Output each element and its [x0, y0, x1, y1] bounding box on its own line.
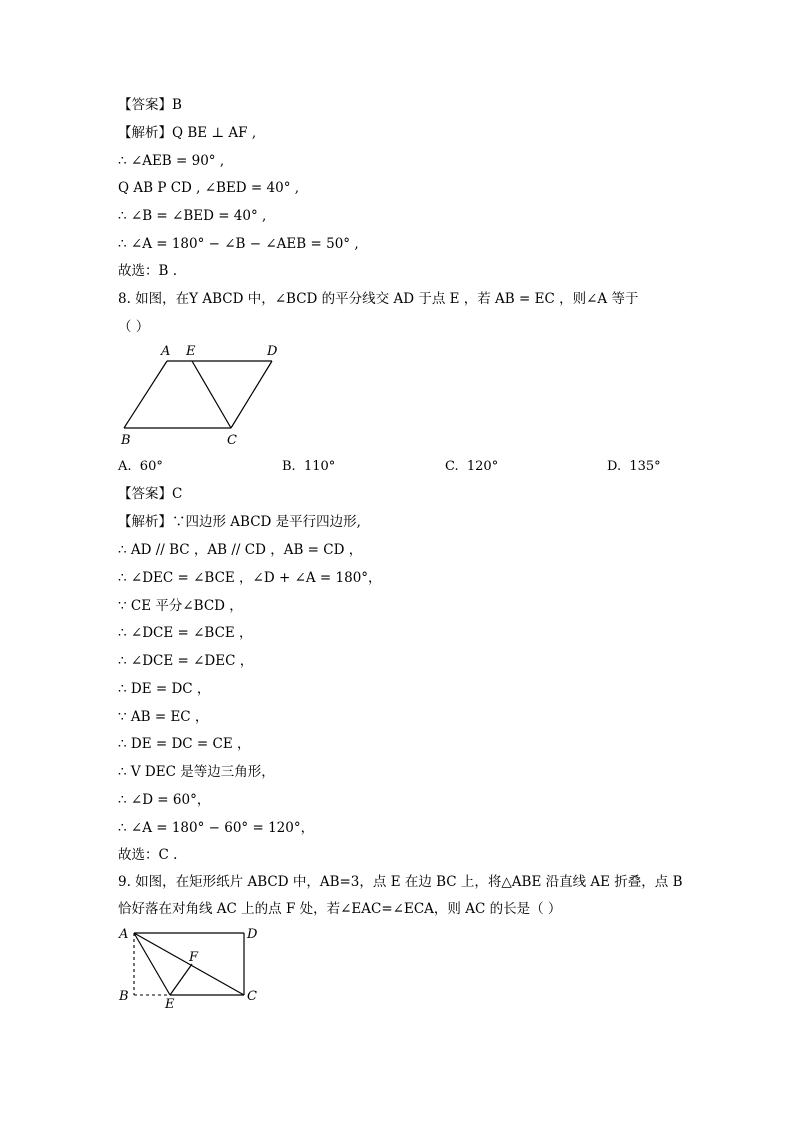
q8-option-c	[445, 458, 498, 476]
q8-stem-line-1: 8. 如图，在Y ABCD 中，∠BCD 的平分线交 AD 于点 E ，若 AB = EC ，则∠A 等于	[118, 291, 639, 307]
q8-option-a-letter: A.	[118, 459, 132, 474]
q8-option-a-text: 60°	[139, 459, 163, 474]
q7-answer: 【答案】B	[118, 97, 182, 113]
q7-solution-line-2: ∴ ∠AEB = 90° ,	[118, 153, 225, 169]
q8-solution-line-12: ∴ ∠A = 180° − 60° = 120°，	[118, 820, 315, 836]
q8-option-b-letter: B.	[282, 459, 296, 474]
q8-solution-line-1: 【解析】∵四边形 ABCD 是平行四边形,	[118, 514, 361, 530]
q9-segment-ef	[170, 964, 192, 995]
q9-stem-line-2: 恰好落在对角线 AC 上的点 F 处，若∠EAC=∠ECA，则 AC 的长是（ ）	[118, 901, 562, 917]
q9-label-f: F	[189, 950, 199, 965]
q8-solution-line-4: ∵ CE 平分∠BCD ，	[118, 598, 243, 614]
q8-option-d	[607, 458, 661, 476]
q9-stem-line-1: 9. 如图，在矩形纸片 ABCD 中，AB=3，点 E 在边 BC 上，将△ABE 沿直线 AE 折叠，点 B	[118, 874, 683, 890]
q8-option-d-text: 135°	[629, 459, 661, 474]
q8-solution-line-7: ∴ DE = DC ，	[118, 681, 211, 697]
q8-solution-line-2: ∴ AD // BC ，AB // CD ，AB = CD ，	[118, 542, 363, 558]
q8-solution-line-3: ∴ ∠DEC = ∠BCE ，∠D + ∠A = 180°，	[118, 570, 382, 586]
q8-option-c-text: 120°	[466, 459, 499, 474]
q8-conclusion: 故选：C .	[118, 847, 178, 863]
q8-label-c: C	[227, 433, 237, 448]
q8-label-d: D	[267, 344, 278, 359]
q8-solution-line-11: ∴ ∠D = 60°，	[118, 792, 211, 808]
q8-stem-line-2: （ ）	[118, 319, 150, 335]
q8-solution-line-5: ∴ ∠DCE = ∠BCE ，	[118, 625, 253, 641]
q9-label-e: E	[165, 997, 175, 1012]
q7-solution-line-1: 【解析】Q BE ⊥ AF ,	[118, 125, 257, 141]
q8-option-b-text: 110°	[303, 459, 336, 474]
q8-side-cd	[231, 361, 272, 428]
q9-label-a: A	[119, 927, 129, 942]
q8-segment-ec	[192, 361, 231, 428]
q8-option-b	[282, 458, 335, 476]
q7-solution-line-3: Q AB P CD , ∠BED = 40° ,	[118, 180, 300, 196]
q8-solution-line-8: ∵ AB = EC ，	[118, 709, 209, 725]
q7-solution-line-4: ∴ ∠B = ∠BED = 40° ,	[118, 208, 267, 224]
q7-solution-line-5: ∴ ∠A = 180° − ∠B − ∠AEB = 50° ,	[118, 236, 359, 252]
q8-answer: 【答案】C	[118, 486, 183, 502]
q8-option-d-letter: D.	[607, 459, 622, 474]
q8-label-b: B	[121, 433, 131, 448]
q9-fold-line-ae	[134, 933, 170, 995]
q9-label-d: D	[247, 927, 258, 942]
q9-rectangle-figure	[114, 922, 264, 1012]
q7-conclusion: 故选：B .	[118, 263, 178, 279]
q8-side-ab	[124, 361, 167, 428]
q8-label-e: E	[186, 344, 196, 359]
q8-solution-line-9: ∴ DE = DC = CE ，	[118, 736, 251, 752]
q9-label-c: C	[247, 989, 257, 1004]
q8-solution-line-10: ∴ V DEC 是等边三角形，	[118, 764, 275, 780]
q8-parallelogram-figure	[110, 338, 300, 450]
q8-option-a	[118, 458, 163, 476]
q8-solution-line-6: ∴ ∠DCE = ∠DEC ，	[118, 653, 254, 669]
q8-option-c-letter: C.	[445, 459, 459, 474]
q9-label-b: B	[119, 989, 129, 1004]
q8-label-a: A	[161, 344, 171, 359]
